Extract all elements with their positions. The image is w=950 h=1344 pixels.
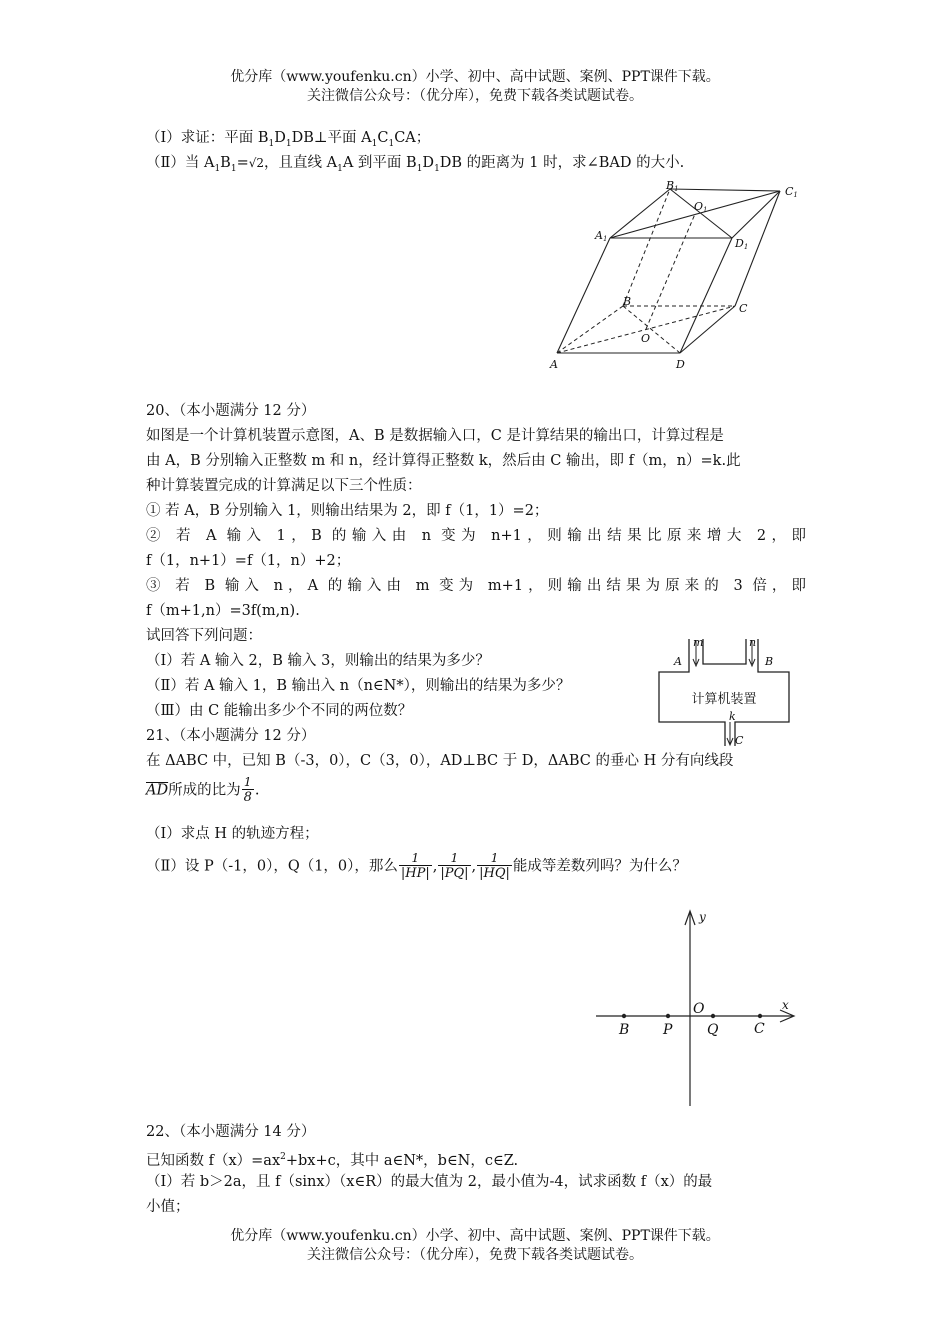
device-label-C: C — [735, 734, 744, 747]
point-P — [666, 1014, 670, 1018]
header-line-2: 关注微信公众号：（优分库），免费下载各类试题试卷。 — [307, 88, 643, 104]
q21-line-1: 在 ΔABC 中，已知 B（-3，0），C（3，0），AD⊥BC 于 D，ΔABC 的垂心 H 分有向线段 — [146, 753, 734, 769]
edge-dd1 — [680, 238, 732, 353]
axis-label-y: y — [699, 910, 706, 924]
device-box-label: 计算机装置 — [691, 692, 757, 707]
q22-part1-end: 小值； — [146, 1199, 190, 1215]
diag-a1c1 — [610, 191, 780, 238]
q20-line-1: 如图是一个计算机装置示意图，A、B 是数据输入口，C 是计算结果的输出口，计算过程是 — [146, 428, 724, 444]
q20-question-3: （Ⅲ）由 C 能输出多少个不同的两位数？ — [146, 703, 413, 719]
q21-line-2: $\overline{AD}$所成的比为 $\frac{1}{8}$ . — [146, 775, 260, 805]
q20-property-3: ③ 若 B 输入 n，A 的输入由 m 变为 m+1，则输出结果为原来的 3 倍，即 — [146, 578, 806, 594]
device-label-B: B — [765, 655, 774, 668]
q22-line-1: 已知函数 $f(x)=ax^2+bx+c$，其中 a∈N*，b∈N，c∈Z. — [146, 1152, 519, 1169]
label-C1: C1 — [785, 185, 798, 199]
q22-part1: （Ⅰ）若 b＞2a，且 f（sinx）（x∈R）的最大值为 2，最小值为-4，试求函数 f（x）的最 — [146, 1174, 713, 1190]
edge-ab — [557, 306, 623, 353]
point-C — [758, 1014, 762, 1018]
axis-label-x: x — [782, 998, 789, 1012]
fraction-hp: $\frac{1}{|HP|}$ — [400, 851, 430, 881]
q19-part1: （Ⅰ）求证：平面 $B_1D_1DB\perp$平面 $A_1C_1CA$； — [146, 130, 431, 149]
diag-bd — [623, 306, 680, 353]
q20-line-3: 种计算装置完成的计算满足以下三个性质： — [146, 478, 422, 494]
label-A1: A1 — [595, 229, 608, 243]
page-header — [0, 68, 950, 106]
q20-property-2-formula: f（1，n+1）=f（1，n）+2； — [146, 553, 351, 569]
fraction-pq: $\frac{1}{|PQ|}$ — [440, 851, 469, 881]
q19-part2: （Ⅱ）当 $A_1B_1=√2$，且直线 $A_1A$ 到平面 $B_1D_1DB$ 的距离为 1 时，求∠BAD 的大小. — [146, 155, 685, 174]
q22-title: 22、（本小题满分 14 分） — [146, 1124, 316, 1140]
axis-label-C: C — [754, 1021, 765, 1037]
q21-part1: （Ⅰ）求点 H 的轨迹方程； — [146, 826, 319, 842]
prism-figure — [545, 178, 815, 373]
q20-title: 20、（本小题满分 12 分） — [146, 403, 316, 419]
computer-device-figure — [655, 636, 795, 748]
diag-b1d1 — [670, 189, 732, 238]
q20-property-1: ① 若 A，B 分别输入 1，则输出结果为 2，即 f（1，1）=2； — [146, 503, 549, 519]
point-B — [622, 1014, 626, 1018]
axis-label-O: O — [693, 1001, 705, 1017]
edge-a1b1 — [610, 189, 670, 238]
label-B: B — [623, 295, 632, 308]
footer-line-2: 关注微信公众号：（优分库），免费下载各类试题试卷。 — [307, 1247, 643, 1263]
q20-question-1: （Ⅰ）若 A 输入 2，B 输入 3，则输出的结果为多少？ — [146, 653, 490, 669]
q21-title: 21、（本小题满分 12 分） — [146, 728, 316, 744]
device-label-A: A — [674, 655, 682, 668]
edge-b1c1 — [670, 189, 780, 191]
point-Q — [711, 1014, 715, 1018]
fraction-hq: $\frac{1}{|HQ|}$ — [479, 851, 510, 881]
label-O: O — [641, 332, 651, 345]
q21-part2: （Ⅱ）设 P（-1，0），Q（1，0），那么 $\frac{1}{|HP|}$ , $\frac{1}{|PQ|}$ , $\frac{1}{|HQ|}$ 能成等差数列吗？为什么？ — [146, 851, 687, 881]
label-A: A — [550, 358, 558, 371]
axis-label-Q: Q — [707, 1022, 719, 1038]
label-C: C — [739, 302, 748, 315]
coordinate-axes-figure — [590, 905, 805, 1110]
label-D: D — [676, 358, 685, 371]
axis-label-B: B — [619, 1022, 630, 1038]
q20-property-3-formula: f（m+1,n）=3f(m,n). — [146, 603, 300, 619]
q20-question-2: （Ⅱ）若 A 输入 1，B 输出入 n（n∈N*），则输出的结果为多少？ — [146, 678, 571, 694]
axis-label-P: P — [663, 1022, 673, 1038]
footer-line-1: 优分库（www.youfenku.cn）小学、初中、高中试题、案例、PPT课件下载。 — [230, 1228, 720, 1244]
fraction-one-eighth: $\frac{1}{8}$ — [243, 775, 252, 805]
label-O1: O1 — [694, 200, 708, 214]
header-line-1: 优分库（www.youfenku.cn）小学、初中、高中试题、案例、PPT课件下载。 — [230, 69, 720, 85]
label-D1: D1 — [735, 237, 749, 251]
device-label-m: m — [693, 636, 704, 649]
device-label-k: k — [729, 710, 736, 723]
q20-property-2: ② 若 A 输入 1，B 的输入由 n 变为 n+1，则输出结果比原来增大 2，即 — [146, 528, 806, 544]
page-footer — [0, 1227, 950, 1265]
q20-prompt: 试回答下列问题： — [146, 628, 262, 644]
q20-line-2: 由 A，B 分别输入正整数 m 和 n，经计算得正整数 k，然后由 C 输出，即 f（m，n）=k.此 — [146, 453, 741, 469]
edge-aa1 — [557, 238, 610, 353]
device-label-n: n — [749, 636, 757, 649]
label-B1: B1 — [666, 179, 679, 193]
